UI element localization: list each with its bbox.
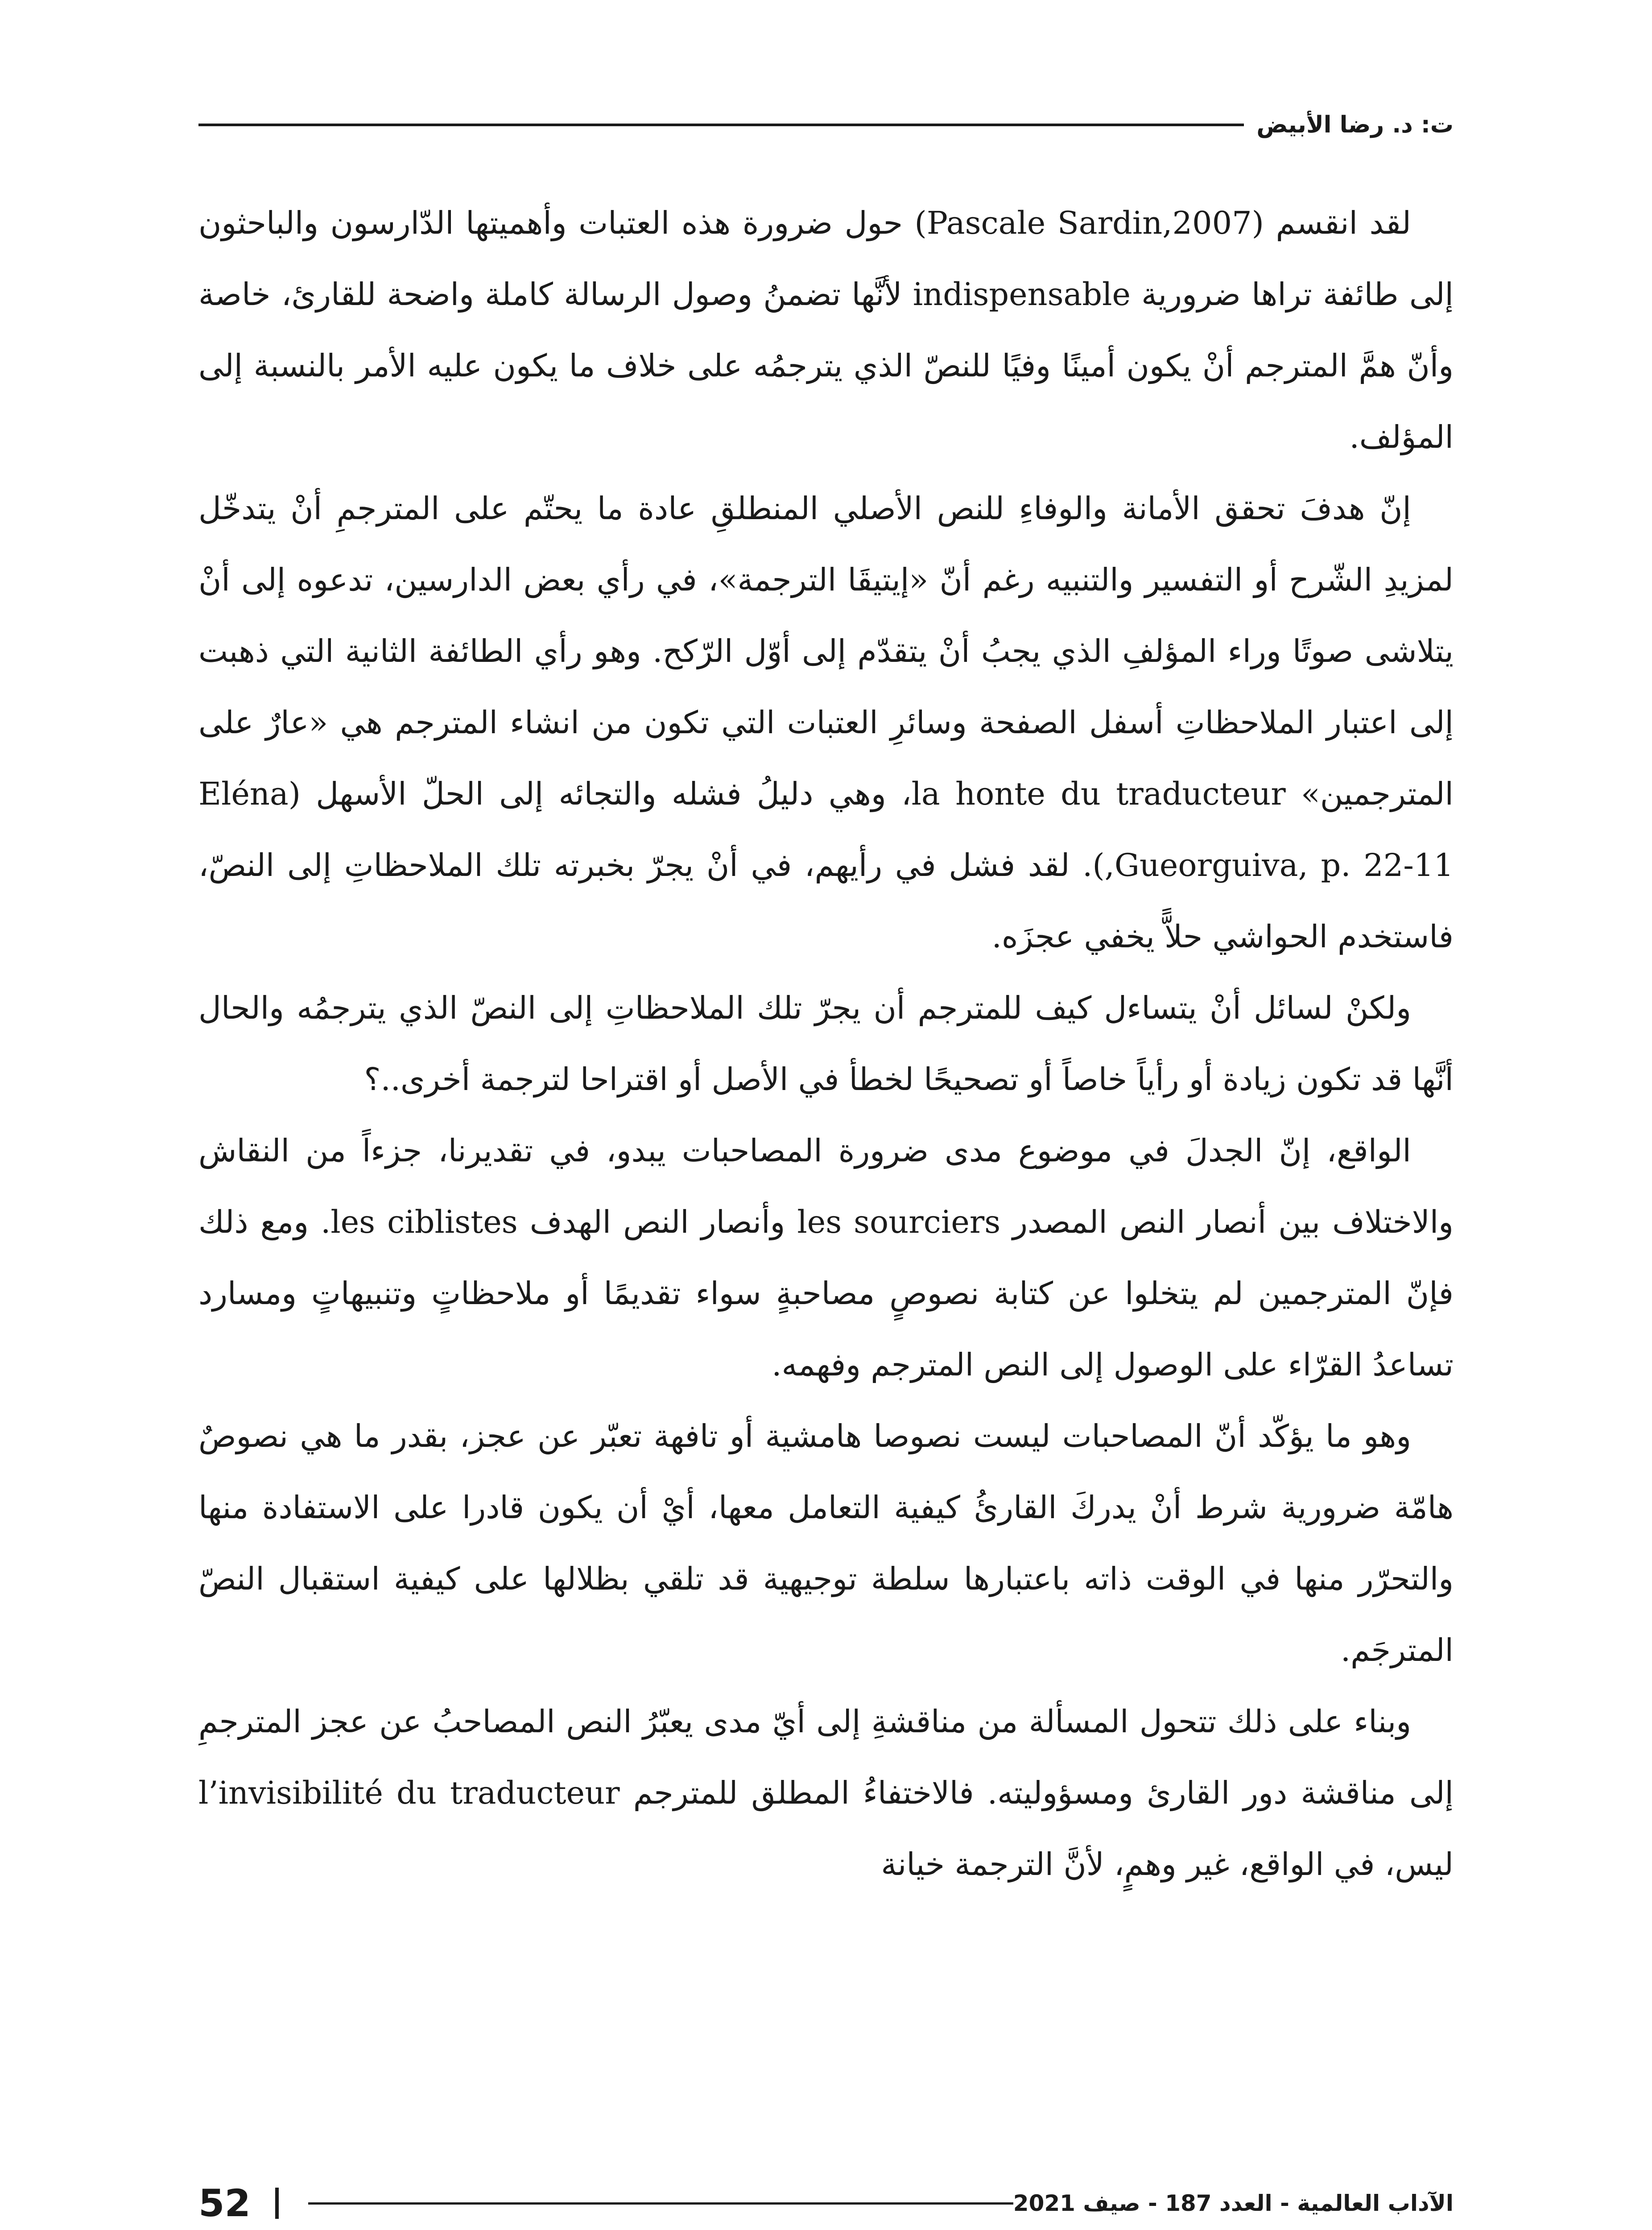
footer-journal-info: الآداب العالمية - العدد 187 - صيف 2021 — [1013, 2190, 1454, 2216]
paragraph: الواقع، إنّ الجدلَ في موضوع مدى ضرورة المصاحبات يبدو، في تقديرنا، جزءاً من النقاش والاختلاف بين أنصار النص المصدر les sourciers وأنصار النص الهدف les ciblistes. ومع ذلك فإنّ المترجمين لم يتخلوا عن كتابة نصوصٍ مصاحبةٍ سواء تقديمًا أو ملاحظاتٍ وتنبيهاتٍ ومسارد تساعدُ القرّاء على الوصول إلى النص المترجم وفهمه. — [198, 1132, 1454, 1383]
running-footer — [198, 2179, 1454, 2228]
header-author: ت: د. رضا الأبيض — [1256, 112, 1454, 138]
footer-rule — [308, 2202, 1013, 2205]
header-rule — [198, 124, 1244, 126]
article-body — [198, 187, 1454, 2114]
paragraph: إنّ هدفَ تحقق الأمانة والوفاءِ للنص الأصلي المنطلقِ عادة ما يحتّم على المترجمِ أنْ يتدخّل لمزيدِ الشّرح أو التفسير والتنبيه رغم أنّ «إيتيقَا الترجمة»، في رأي بعض الدارسين، تدعوه إلى أنْ يتلاشى صوتًا وراء المؤلفِ الذي يجبُ أنْ يتقدّم إلى أوّل الرّكح. وهو رأي الطائفة الثانية التي ذهبت إلى اعتبار الملاحظاتِ أسفل الصفحة وسائرِ العتبات التي تكون من انشاء المترجم هي «عارٌ على المترجمين» la honte du traducteur، وهي دليلُ فشله والتجائه إلى الحلّ الأسهل (Eléna Gueorguiva, p. 22-11,). لقد فشل في رأيهم، في أنْ يجرّ بخبرته تلك الملاحظاتِ إلى النصّ، فاستخدم الحواشي حلاًّ يخفي عجزَه. — [198, 490, 1454, 955]
paragraph: ولكنْ لسائل أنْ يتساءل كيف للمترجم أن يجرّ تلك الملاحظاتِ إلى النصّ الذي يترجمُه والحال أنَّها قد تكون زيادة أو رأياً خاصاً أو تصحيحًا لخطأ في الأصل أو اقتراحا لترجمة أخرى..؟ — [198, 990, 1454, 1098]
paragraph: لقد انقسم (Pascale Sardin,2007) حول ضرورة هذه العتبات وأهميتها الدّارسون والباحثون إلى طائفة تراها ضرورية indispensable لأنَّها تضمنُ وصول الرسالة كاملة واضحة للقارئ، خاصة وأنّ همَّ المترجم أنْ يكون أمينًا وفيًا للنصّ الذي يترجمُه على خلاف ما يكون عليه الأمر بالنسبة إلى المؤلف. — [198, 205, 1454, 455]
paragraph: وبناء على ذلك تتحول المسألة من مناقشةِ إلى أيّ مدى يعبّرُ النص المصاحبُ عن عجز المترجمِ إلى مناقشة دور القارئ ومسؤوليته. فالاختفاءُ المطلق للمترجم l’invisibilité du traducteur ليس، في الواقع، غير وهمٍ، لأنَّ الترجمة خيانة — [198, 1703, 1454, 1883]
paragraph: وهو ما يؤكّد أنّ المصاحبات ليست نصوصا هامشية أو تافهة تعبّر عن عجز، بقدر ما هي نصوصٌ هامّة ضرورية شرط أنْ يدركَ القارئُ كيفية التعامل معها، أيْ أن يكون قادرا على الاستفادة منها والتحرّر منها في الوقت ذاته باعتبارها سلطة توجيهية قد تلقي بظلالها على كيفية استقبال النصّ المترجَم. — [198, 1418, 1454, 1668]
page-number: 52 — [198, 2181, 251, 2225]
running-header — [198, 107, 1454, 143]
footer-separator-bar — [275, 2188, 279, 2219]
